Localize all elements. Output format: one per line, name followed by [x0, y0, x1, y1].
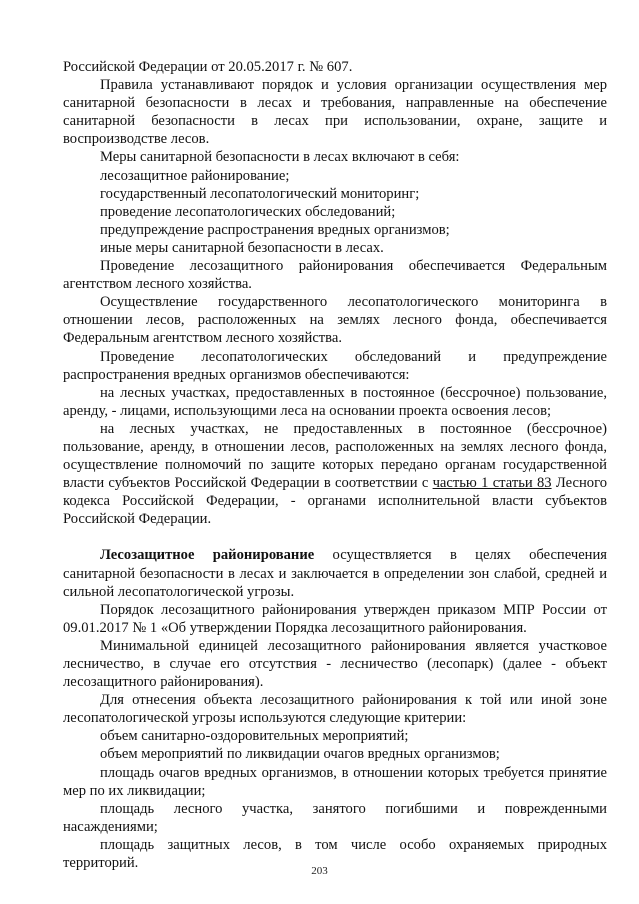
list-item: предупреждение распространения вредных организмов;	[100, 221, 450, 238]
list-item: проведение лесопатологических обследований;	[100, 203, 396, 220]
document-body	[63, 58, 607, 872]
list-item: государственный лесопатологический мониторинг;	[100, 185, 420, 202]
list-item: площадь лесного участка, занятого погибшими и поврежденными насаждениями;	[63, 800, 607, 835]
paragraph: Осуществление государственного лесопатологического мониторинга в отношении лесов, расположенных на землях лесного фонда, обеспечивается Федеральным агентством лесного хозяйства.	[63, 294, 607, 347]
list-item: на лесных участках, предоставленных в постоянное (бессрочное) пользование, аренду, - лицами, использующими леса на основании проекта освоения лесов;	[63, 384, 607, 419]
paragraph: Проведение лесозащитного районирования обеспечивается Федеральным агентством лесного хозяйства.	[63, 258, 607, 293]
list-item: лесозащитное районирование;	[100, 167, 290, 184]
law-article-link[interactable]: частью 1 статьи 83	[432, 475, 552, 492]
page-number: 203	[311, 865, 328, 877]
paragraph: Для отнесения объекта лесозащитного районирования к той или иной зоне лесопатологической угрозы используются следующие критерии:	[63, 692, 607, 727]
paragraph-text: осуществляется в целях обеспечения санитарной безопасности в лесах и заключается в определении зон слабой, средней и сильной лесопатологической угрозы.	[63, 547, 607, 600]
list-item: объем санитарно-оздоровительных мероприятий;	[100, 728, 409, 745]
list-item: площадь очагов вредных организмов, в отношении которых требуется принятие мер по их ликвидации;	[63, 764, 607, 799]
section-term: Лесозащитное районирование	[100, 547, 315, 564]
paragraph: Меры санитарной безопасности в лесах включают в себя:	[100, 149, 460, 166]
list-item: иные меры санитарной безопасности в лесах.	[100, 239, 384, 256]
paragraph: Минимальной единицей лесозащитного районирования является участковое лесничество, в случае его отсутствия - лесничество (лесопарк) (далее - объект лесозащитного районирования).	[63, 637, 607, 691]
paragraph: Порядок лесозащитного районирования утвержден приказом МПР России от 09.01.2017 № 1 «Об утверждении Порядка лесозащитного районирования.	[63, 601, 607, 636]
paragraph: Правила устанавливают порядок и условия организации осуществления мер санитарной безопасности в лесах и требования, направленные на обеспечение санитарной безопасности в лесах при использовании, охране, защите и воспроизводстве лесов.	[63, 77, 607, 148]
paragraph-text: Лесного кодекса Российской Федерации, - органами исполнительной власти субъектов Российской Федерации.	[63, 475, 608, 528]
paragraph: Проведение лесопатологических обследований и предупреждение распространения вредных организмов обеспечиваются:	[63, 348, 607, 383]
paragraph-text: на лесных участках, не предоставленных в постоянное (бессрочное) пользование, аренду, в отношении лесов, расположенных на землях лесного фонда, осуществление полномочий по защите которых передано органам государственной власти субъектов Российской Федерации в соответствии с	[63, 420, 607, 492]
paragraph	[63, 546, 607, 600]
list-item	[63, 420, 607, 529]
paragraph: Российской Федерации от 20.05.2017 г. № 607.	[63, 59, 353, 75]
list-item: объем мероприятий по ликвидации очагов вредных организмов;	[100, 746, 500, 763]
list-item: площадь защитных лесов, в том числе особо охраняемых природных территорий.	[63, 836, 607, 872]
